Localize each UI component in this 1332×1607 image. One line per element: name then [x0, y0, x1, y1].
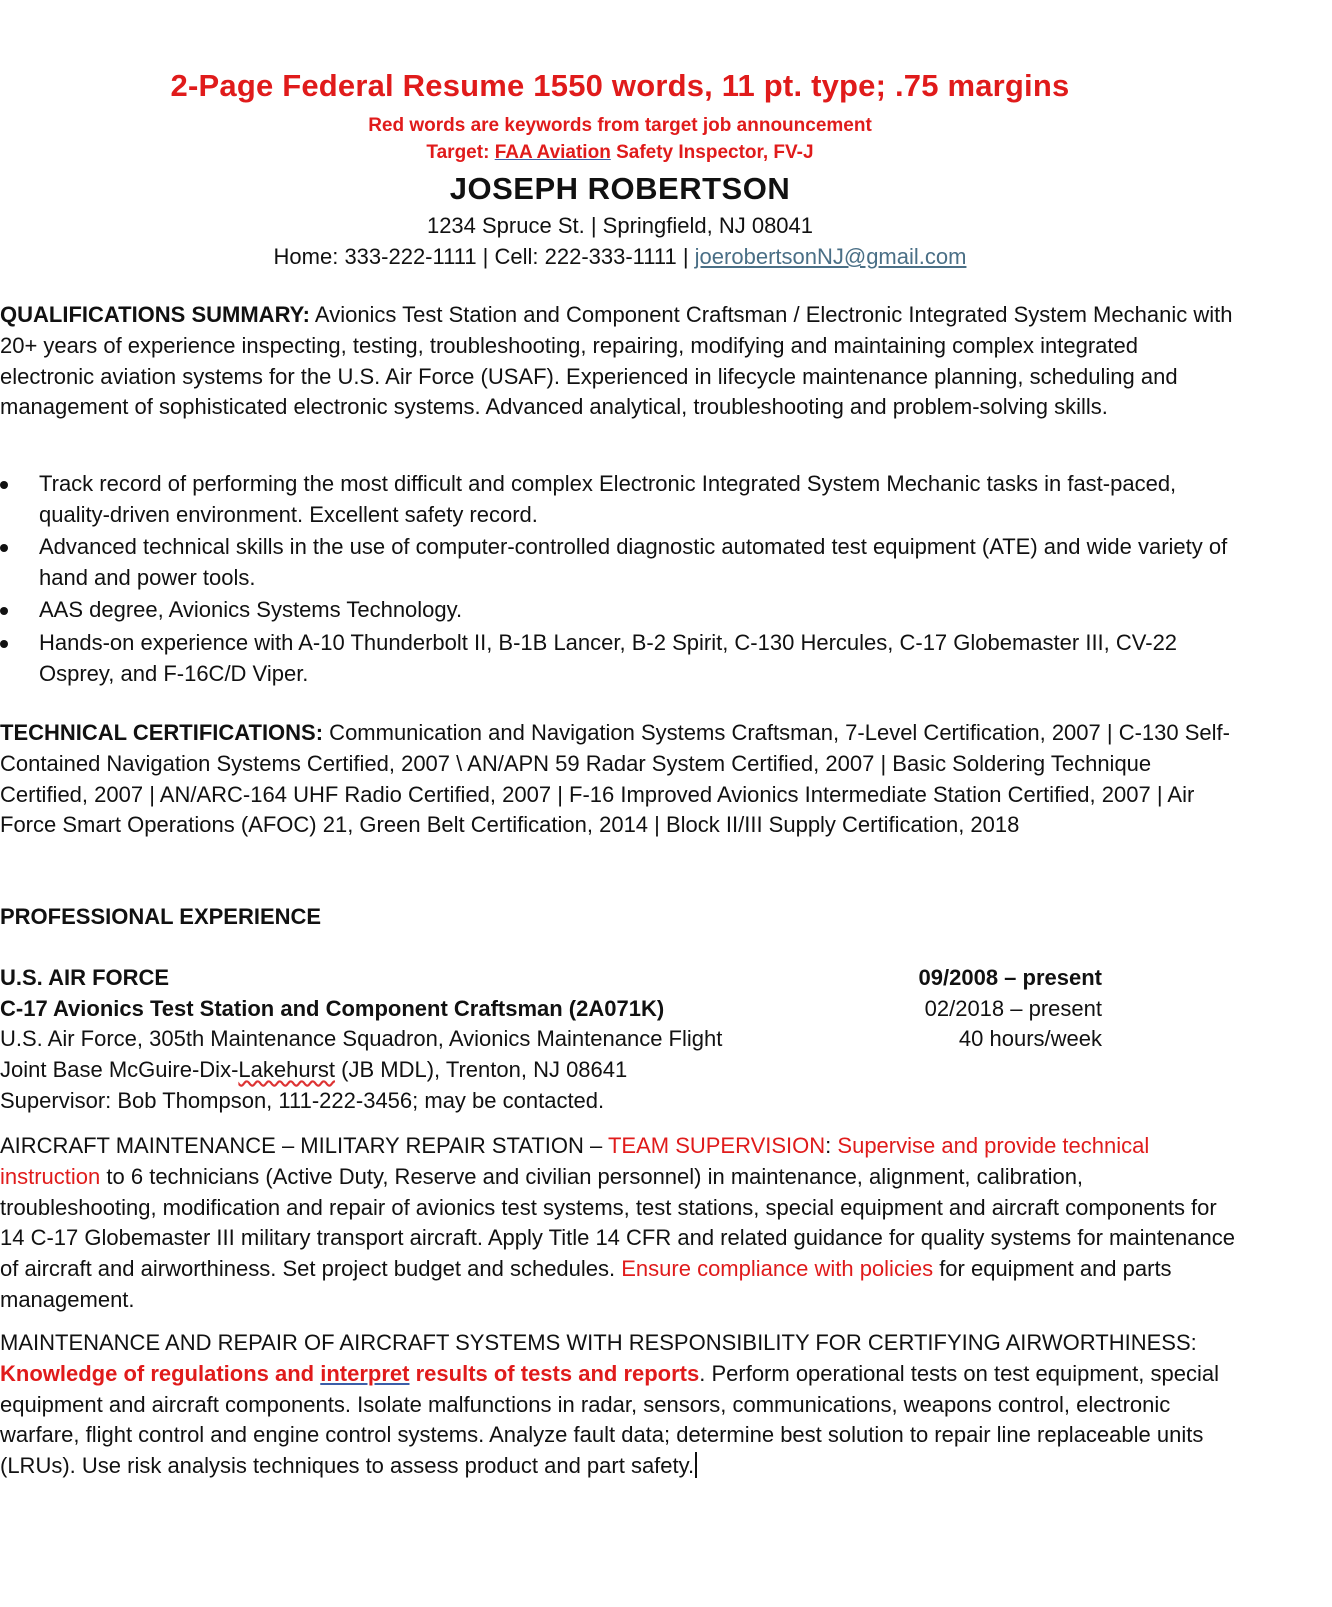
keyword: Ensure compliance with policies [621, 1256, 934, 1282]
bullet-text: Track record of performing the most difficult and complex Electronic Integrated System Mechanic tasks in fast-paced, quality-driven environment. Excellent safety record. [39, 471, 1177, 527]
phone-numbers: Home: 333-222-1111 | Cell: 222-333-1111 | [273, 244, 695, 269]
certifications-text: Communication and Navigation Systems Craftsman, 7-Level Certification, 2007 | C-130 Self-Contained Navigation Systems Certified, 2007 \ AN/APN 59 Radar System Certified, 2007 | Basic Soldering Technique Certified, 2007 | AN/ARC-164 UHF Radio Certified, 2007 | F-16 Improved Avionics Intermediate Station Certified, 2007 | Air Force Smart Operations (AFOC) 21, Green Belt Certification, 2014 | Block II/III Supply Certification, 2018 [0, 720, 1230, 838]
keyword-grammar-flagged[interactable]: interpret [320, 1360, 410, 1386]
position-dates: 02/2018 – present [924, 996, 1102, 1021]
bullet-text: AAS degree, Avionics Systems Technology. [39, 597, 463, 623]
bullet-icon [0, 481, 8, 489]
list-item [0, 469, 1235, 530]
location-row [0, 1057, 1102, 1083]
supervisor-row: Supervisor: Bob Thompson, 111-222-3456; may be contacted. [0, 1088, 605, 1113]
applicant-name: JOSEPH ROBERTSON [449, 171, 791, 206]
keyword: Supervise and provide technical instruction [0, 1133, 1150, 1189]
bullet-text: Advanced technical skills in the use of computer-controlled diagnostic automated test equipment (ATE) and wide variety of hand and power tools. [39, 534, 1228, 590]
bullet-icon [0, 544, 8, 552]
keyword: Knowledge of regulations and [0, 1360, 321, 1386]
list-item [0, 628, 1235, 689]
keyword: TEAM SUPERVISION [607, 1133, 826, 1158]
employer-dates: 09/2008 – present [918, 965, 1102, 990]
duty-text-end: for equipment and parts management. [0, 1256, 1172, 1312]
duty-text: to 6 technicians (Active Duty, Reserve and civilian personnel) in maintenance, alignment, calibration, troubleshooting, modification and repair of avionics test systems, test stations, special equipment and aircraft components for 14 C-17 Globemaster III military transport aircraft. Apply Title 14 CFR and related guidance for quality systems for maintenance of aircraft and airworthiness. Set project budget and schedules. [0, 1163, 1235, 1282]
position-title: C-17 Avionics Test Station and Component Craftsman (2A071K) [0, 996, 665, 1021]
list-item [0, 532, 1235, 593]
experience-heading: PROFESSIONAL EXPERIENCE [0, 904, 322, 929]
duty-paragraph-airworthiness [0, 1328, 1235, 1482]
employer-name: U.S. AIR FORCE [0, 965, 170, 990]
organization: U.S. Air Force, 305th Maintenance Squadron, Avionics Maintenance Flight [0, 1026, 723, 1051]
bullet-icon [0, 640, 8, 648]
qualifications-summary [0, 300, 1235, 423]
target-line [0, 142, 1240, 164]
text-cursor [695, 1452, 697, 1478]
position-row [0, 996, 1102, 1022]
keyword: results of tests and reports [409, 1360, 700, 1386]
document-title: 2-Page Federal Resume 1550 words, 11 pt. type; .75 margins [170, 68, 1070, 103]
duty-paragraph-supervision [0, 1131, 1235, 1316]
duty-lead: MAINTENANCE AND REPAIR OF AIRCRAFT SYSTEMS WITH RESPONSIBILITY FOR CERTIFYING AIRWORTHINESS: [0, 1330, 1197, 1355]
bullet-icon [0, 607, 8, 615]
list-item [0, 595, 1235, 626]
keyword-note: Red words are keywords from target job announcement [368, 115, 872, 136]
org-row [0, 1026, 1102, 1052]
qualifications-bullets [0, 469, 1235, 691]
location-text-end: (JB MDL), Trenton, NJ 08641 [335, 1057, 628, 1082]
email-link[interactable]: joerobertsonNJ@gmail.com [694, 244, 967, 269]
target-position: Safety Inspector, FV-J [610, 142, 814, 163]
bullet-text: Hands-on experience with A-10 Thunderbolt II, B-1B Lancer, B-2 Spirit, C-130 Hercules, C-17 Globemaster III, CV-22 Osprey, and F-16C/D Viper. [39, 629, 1178, 686]
target-agency: FAA Aviation [494, 142, 611, 163]
hours-per-week: 40 hours/week [958, 1026, 1102, 1051]
technical-certifications [0, 718, 1235, 841]
duty-colon: : [825, 1133, 838, 1158]
duty-text: . Perform operational tests on test equipment, special equipment and aircraft components. Isolate malfunctions in radar, sensors, communications, weapons control, electronic warfare, flight control and engine control systems. Analyze fault data; determine best solution to repair line replaceable units (LRUs). Use risk analysis techniques to assess product and part safety. [0, 1360, 1219, 1479]
location-text: Joint Base McGuire-Dix- [0, 1057, 239, 1082]
qualifications-label: QUALIFICATIONS SUMMARY: [0, 302, 311, 327]
contact-line [0, 244, 1240, 270]
qualifications-text: Avionics Test Station and Component Craftsman / Electronic Integrated System Mechanic with 20+ years of experience inspecting, testing, troubleshooting, repairing, modifying and maintaining complex integrated electronic aviation systems for the U.S. Air Force (USAF). Experienced in lifecycle maintenance planning, scheduling and management of sophisticated electronic systems. Advanced analytical, troubleshooting and problem-solving skills. [0, 302, 1233, 420]
spellcheck-flagged-word[interactable]: Lakehurst [238, 1057, 336, 1082]
target-prefix: Target: [426, 142, 495, 163]
employer-row [0, 965, 1102, 991]
duty-lead: AIRCRAFT MAINTENANCE – MILITARY REPAIR STATION – [0, 1133, 608, 1158]
address: 1234 Spruce St. | Springfield, NJ 08041 [426, 213, 814, 238]
certifications-label: TECHNICAL CERTIFICATIONS: [0, 720, 324, 745]
